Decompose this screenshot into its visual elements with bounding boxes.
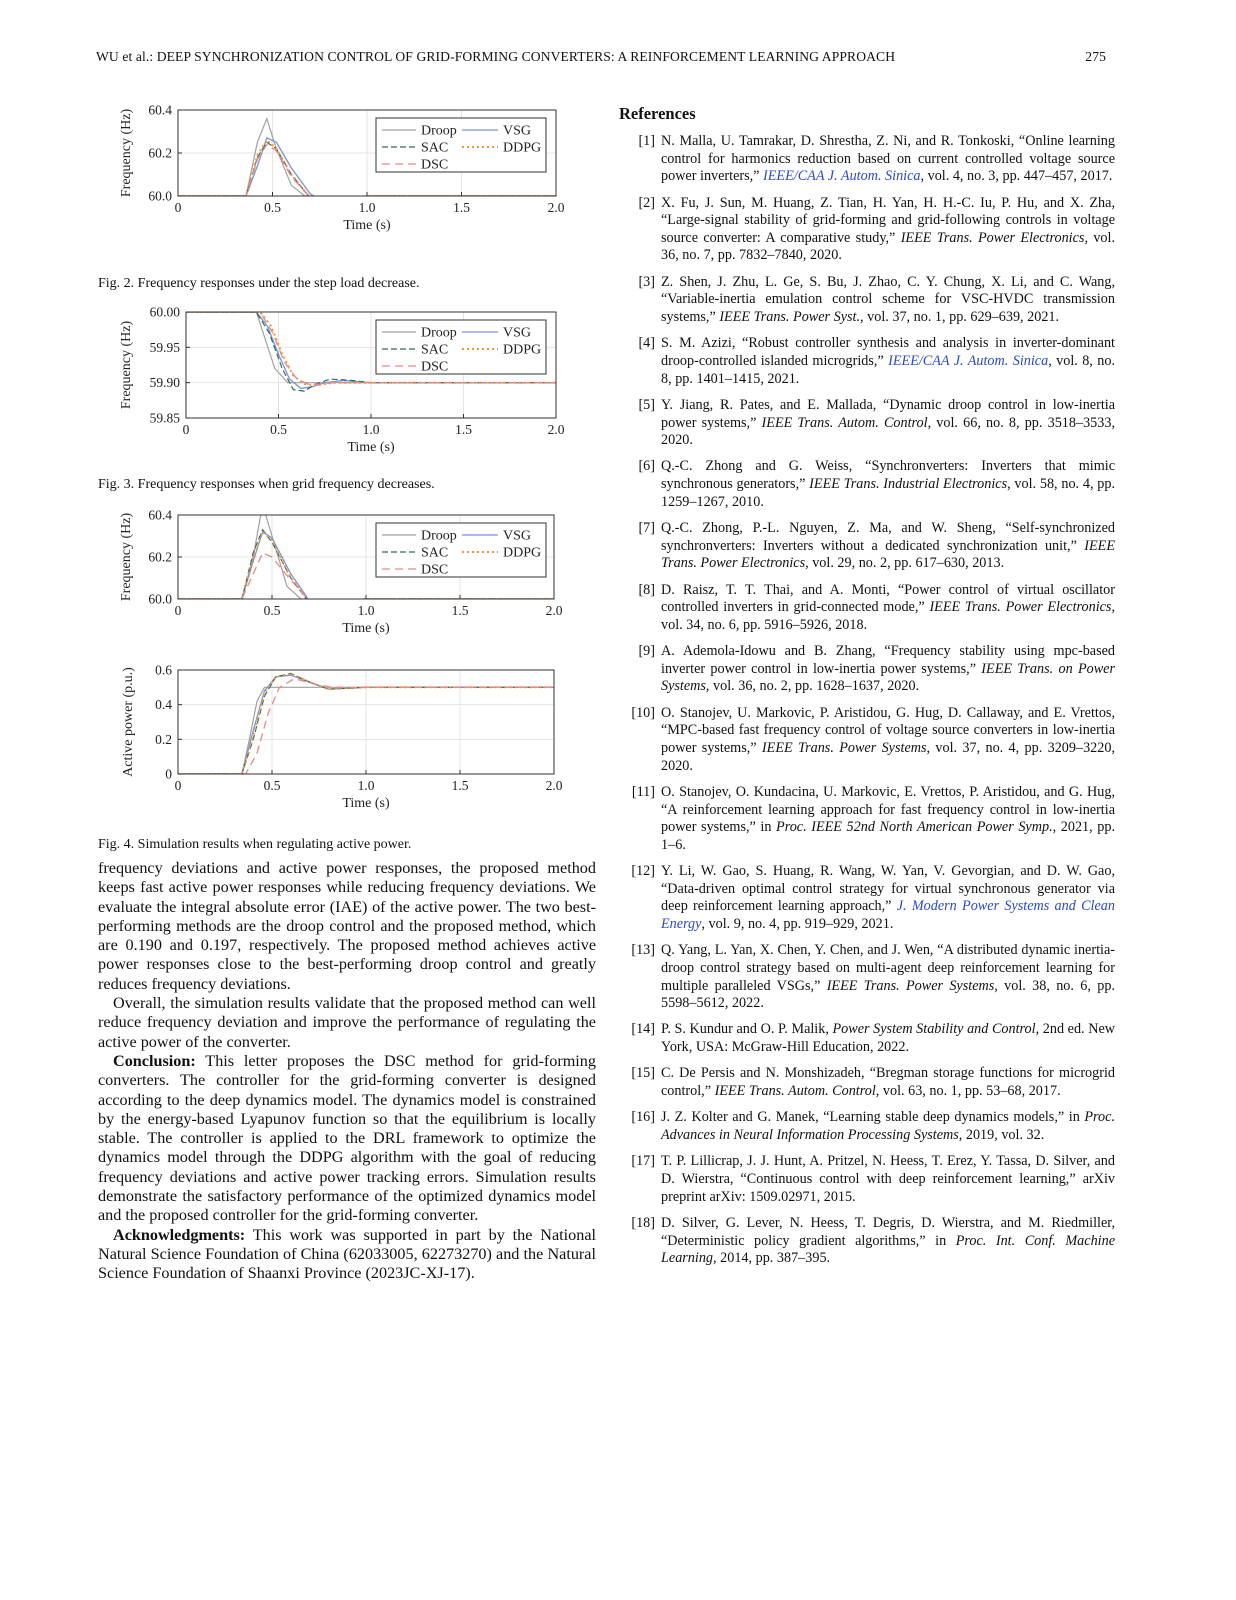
fig4-frequency-chart (96, 505, 576, 665)
x-tick-label: 2.0 (547, 422, 565, 437)
references-heading: References (619, 104, 696, 123)
x-tick-label: 0.5 (263, 603, 281, 618)
reference-item (619, 1109, 1115, 1144)
reference-venue: Proc. IEEE 52nd North American Power Symp. (776, 819, 1053, 836)
reference-item (619, 942, 1115, 1012)
reference-number: [2] (638, 194, 655, 211)
reference-item (619, 1021, 1115, 1056)
reference-text (661, 582, 1115, 635)
reference-number: [8] (638, 581, 655, 598)
reference-item (619, 863, 1115, 933)
legend-label-sac: SAC (421, 342, 449, 358)
reference-authors-title: T. P. Lillicrap, J. J. Hunt, A. Pritzel, N. Heess, T. Erez, Y. Tassa, D. Silver, and D. Wierstra, “Continuous control with deep reinforcement learning,” arXiv preprint arXiv: 1509.02971, 2015. (661, 1153, 1115, 1205)
reference-number: [10] (631, 704, 655, 721)
reference-details: , vol. 29, no. 2, pp. 617–630, 2013. (805, 555, 1005, 572)
reference-details: , vol. 9, no. 4, pp. 919–929, 2021. (701, 915, 894, 932)
fig4-power-chart (96, 660, 576, 820)
reference-item (619, 520, 1115, 573)
reference-authors-title: Y. Jiang, R. Pates, and E. Mallada, “Dynamic droop control in low-inertia power systems,” (661, 396, 1115, 431)
legend-label-ddpg: DDPG (503, 140, 542, 156)
y-tick-label: 0 (165, 766, 172, 782)
reference-item (619, 1215, 1115, 1268)
reference-venue: IEEE Trans. Autom. Control (761, 414, 928, 431)
reference-venue: IEEE Trans. Power Electronics (929, 599, 1112, 616)
reference-authors-title: C. De Persis and N. Monshizadeh, “Bregman storage functions for microgrid control,” (661, 1065, 1115, 1100)
reference-number: [13] (631, 942, 655, 959)
reference-text (661, 520, 1115, 573)
reference-details: , vol. 8, no. 8, pp. 1401–1415, 2021. (661, 352, 1115, 387)
reference-venue: Power System Stability and Control (832, 1021, 1036, 1038)
reference-details: , vol. 37, no. 1, pp. 629–639, 2021. (860, 308, 1060, 325)
reference-number: [6] (638, 458, 655, 475)
fig3-chart (96, 302, 576, 462)
y-tick-label: 0.2 (155, 731, 172, 747)
reference-item (619, 274, 1115, 327)
reference-item (619, 133, 1115, 186)
reference-text (661, 1065, 1115, 1100)
legend-label-vsg: VSG (503, 528, 532, 544)
y-tick-label: 60.4 (148, 102, 172, 118)
legend-label-droop: Droop (421, 325, 457, 341)
reference-details: , vol. 4, no. 3, pp. 447–457, 2017. (920, 168, 1113, 185)
reference-number: [9] (638, 643, 655, 660)
y-tick-label: 60.00 (149, 304, 180, 320)
reference-authors-title: P. S. Kundur and O. P. Malik, (661, 1021, 833, 1038)
reference-number: [18] (631, 1215, 655, 1232)
reference-number: [15] (631, 1065, 655, 1082)
reference-details: , vol. 38, no. 6, pp. 5598–5612, 2022. (661, 977, 1115, 1012)
x-axis-label: Time (s) (342, 796, 390, 811)
references-section (619, 104, 1115, 1277)
y-axis-label: Active power (p.u.) (121, 667, 136, 777)
reference-text (661, 458, 1115, 511)
body-paragraph-2: Overall, the simulation results validate that the proposed method can well reduce frequency deviation and improve the performance of regulating the active power of the converter. (98, 994, 596, 1051)
figure-3 (96, 302, 576, 462)
reference-venue: IEEE Trans. Industrial Electronics (809, 476, 1008, 493)
reference-text (661, 195, 1115, 265)
page-number: 275 (1085, 49, 1106, 64)
reference-authors-title: N. Malla, U. Tamrakar, D. Shrestha, Z. Ni, and R. Tonkoski, “Online learning control for harmonics reduction based on current controlled voltage source power inverters,” (661, 133, 1115, 185)
x-axis-label: Time (s) (342, 621, 390, 636)
reference-details: , vol. 34, no. 6, pp. 5916–5926, 2018. (661, 599, 1115, 633)
reference-venue: IEEE Trans. on Power Systems (661, 660, 1115, 695)
reference-item (619, 458, 1115, 511)
reference-details: , vol. 63, no. 1, pp. 53–68, 2017. (875, 1083, 1061, 1100)
reference-authors-title: Q. Yang, L. Yan, X. Chen, Y. Chen, and J. Wen, “A distributed dynamic inertia-droop control strategy based on multi-agent deep reinforcement learning for multiple paralleled VSGs,” (661, 942, 1115, 994)
reference-authors-title: Z. Shen, J. Zhu, L. Ge, S. Bu, J. Zhao, C. Y. Chung, X. Li, and C. Wang, “Variable-inertia emulation control scheme for VSC-HVDC transmission systems,” (661, 273, 1115, 325)
reference-venue: Proc. Int. Conf. Machine Learning, (661, 1232, 1116, 1267)
reference-text (661, 1153, 1115, 1206)
reference-text (661, 397, 1115, 450)
reference-number: [1] (638, 133, 655, 149)
fig2-chart (96, 100, 576, 260)
legend-label-sac: SAC (421, 545, 449, 561)
reference-text (661, 1109, 1115, 1144)
reference-number: [7] (638, 520, 655, 537)
legend-label-dsc: DSC (421, 562, 449, 578)
x-tick-label: 2.0 (547, 200, 565, 215)
y-tick-label: 59.90 (149, 375, 180, 391)
reference-venue: IEEE Trans. Power Electronics (900, 229, 1085, 246)
x-tick-label: 1.0 (358, 200, 376, 215)
reference-venue: IEEE Trans. Power Electronics (661, 537, 1115, 572)
reference-text (661, 863, 1115, 933)
reference-authors-title: J. Z. Kolter and G. Manek, “Learning stable deep dynamics models,” in (661, 1109, 1085, 1126)
running-title: WU et al.: DEEP SYNCHRONIZATION CONTROL OF GRID-FORMING CONVERTERS: A REINFORCEMENT LEARNING APPROACH (96, 49, 896, 64)
reference-number: [3] (638, 273, 655, 290)
acknowledgments-text: This work was supported in part by the National Natural Science Foundation of China (62033005, 62273270) and the Natural Science Foundation of Shaanxi Province (2023JC-XJ-17). (98, 1225, 596, 1283)
figure-4b (96, 660, 576, 820)
reference-item (619, 705, 1115, 775)
reference-details: 2014, pp. 387–395. (716, 1250, 831, 1267)
reference-authors-title: A. Ademola-Idowu and B. Zhang, “Frequency stability using mpc-based inverter power control in low-inertia power systems,” (661, 643, 1115, 677)
reference-authors-title: X. Fu, J. Sun, M. Huang, Z. Tian, H. Yan, H. H.-C. Iu, P. Hu, and X. Zha, “Large-signal stability of grid-forming and grid-following controls in voltage source converter: A comparative study,” (661, 194, 1115, 246)
reference-item (619, 397, 1115, 450)
y-tick-label: 60.2 (148, 145, 172, 161)
legend-label-vsg: VSG (503, 325, 532, 341)
reference-venue: IEEE Trans. Power Systems (761, 739, 927, 756)
x-tick-label: 0 (174, 603, 182, 618)
reference-details: , 2019, vol. 32. (958, 1127, 1045, 1144)
reference-venue-link[interactable]: IEEE/CAA J. Autom. Sinica (888, 352, 1049, 369)
x-axis-label: Time (s) (347, 440, 395, 455)
legend-label-ddpg: DDPG (503, 545, 542, 561)
left-body-text (98, 859, 596, 1284)
reference-number: [16] (631, 1109, 655, 1126)
x-tick-label: 0 (174, 778, 182, 793)
reference-authors-title: D. Raisz, T. T. Thai, and A. Monti, “Power control of virtual oscillator controlled inverters in grid-connected mode,” (661, 581, 1115, 616)
x-tick-label: 2.0 (545, 778, 563, 793)
y-tick-label: 0.6 (155, 662, 172, 678)
x-tick-label: 2.0 (545, 603, 563, 618)
reference-number: [17] (631, 1153, 655, 1170)
x-tick-label: 0.5 (270, 422, 287, 437)
reference-item (619, 784, 1115, 854)
x-tick-label: 1.5 (451, 603, 469, 618)
legend-label-ddpg: DDPG (503, 342, 542, 358)
reference-text (661, 133, 1115, 186)
y-axis-label: Frequency (Hz) (119, 320, 134, 410)
reference-number: [14] (631, 1021, 655, 1038)
figure-4a (96, 505, 576, 665)
reference-venue-link[interactable]: IEEE/CAA J. Autom. Sinica (763, 168, 921, 185)
reference-item (619, 1153, 1115, 1206)
legend-label-dsc: DSC (421, 359, 449, 375)
x-tick-label: 0.5 (264, 200, 281, 215)
y-tick-label: 59.85 (149, 410, 180, 426)
body-paragraph-1: frequency deviations and active power responses, the proposed method keeps fast active power responses while reducing frequency deviations. We evaluate the integral absolute error (IAE) of the active power. The two best-performing methods are the droop control and the proposed method, which are 0.190 and 0.197, respectively. The proposed method achieves active power responses close to the best-performing droop control and greatly reduces frequency deviations. (98, 859, 596, 993)
legend-label-sac: SAC (421, 140, 449, 156)
reference-venue: IEEE Trans. Power Syst. (719, 308, 861, 325)
running-head (96, 49, 1116, 65)
y-axis-label: Frequency (Hz) (119, 512, 134, 602)
reference-details: , 2021, pp. 1–6. (661, 819, 1116, 853)
reference-text (661, 1021, 1115, 1056)
reference-venue: Proc. Advances in Neural Information Processing Systems (661, 1109, 1115, 1144)
x-tick-label: 0 (174, 200, 182, 215)
reference-authors-title: D. Silver, G. Lever, N. Heess, T. Degris, D. Wierstra, and M. Riedmiller, “Deterministic policy gradient algorithms,” in (661, 1215, 1115, 1249)
reference-number: [11] (631, 783, 655, 800)
reference-text (661, 335, 1115, 388)
y-tick-label: 0.4 (155, 697, 172, 713)
reference-text (661, 784, 1115, 854)
y-tick-label: 59.95 (149, 339, 180, 355)
reference-number: [12] (631, 863, 655, 880)
reference-venue-link[interactable]: J. Modern Power Systems and Clean Energy (661, 898, 1115, 932)
fig3-caption: Fig. 3. Frequency responses when grid frequency decreases. (98, 477, 435, 492)
fig4-caption: Fig. 4. Simulation results when regulating active power. (98, 837, 412, 852)
y-axis-label: Frequency (Hz) (119, 108, 134, 198)
reference-details: , vol. 58, no. 4, pp. 1259–1267, 2010. (661, 476, 1115, 510)
x-tick-label: 1.5 (455, 422, 472, 437)
conclusion-text: This letter proposes the DSC method for grid-forming converters. The controller for the grid-forming converter is designed according to the deep dynamics model. The dynamics model is constrained by the energy-based Lyapunov function so that the equilibrium is locally stable. The controller is applied to the DRL framework to optimize the dynamics model through the DDPG algorithm with the goal of reducing frequency deviations and active power tracking errors. Simulation results demonstrate the satisfactory performance of the optimized dynamics model and the proposed controller for the grid-forming converter. (98, 1051, 596, 1225)
legend-label-dsc: DSC (421, 157, 449, 173)
reference-details: , 2nd ed. New York, USA: McGraw-Hill Education, 2022. (661, 1021, 1115, 1056)
x-tick-label: 1.0 (362, 422, 380, 437)
x-tick-label: 0 (182, 422, 190, 437)
x-tick-label: 1.5 (453, 200, 470, 215)
x-tick-label: 1.0 (357, 603, 375, 618)
x-tick-label: 0.5 (263, 778, 281, 793)
reference-text (661, 1215, 1115, 1268)
reference-text (661, 705, 1115, 775)
reference-item (619, 335, 1115, 388)
reference-authors-title: O. Stanojev, O. Kundacina, U. Markovic, E. Vrettos, P. Aristidou, and G. Hug, “A reinforcement learning approach for fast frequency control in low-inertia power systems,” in (661, 783, 1115, 836)
reference-authors-title: Q.-C. Zhong, P.-L. Nguyen, Z. Ma, and W. Sheng, “Self-synchronized synchronverters: Inverters without a dedicated synchronization unit,” (661, 520, 1115, 554)
reference-authors-title: S. M. Azizi, “Robust controller synthesis and analysis in inverter-dominant droop-controlled islanded microgrids,” (661, 335, 1115, 369)
legend-label-droop: Droop (421, 528, 457, 544)
reference-details: , vol. 66, no. 8, pp. 3518–3533, 2020. (661, 414, 1115, 449)
reference-venue: IEEE Trans. Power Systems (826, 977, 995, 994)
y-tick-label: 60.0 (148, 591, 172, 607)
reference-text (661, 643, 1115, 696)
reference-authors-title: Q.-C. Zhong and G. Weiss, “Synchronverters: Inverters that mimic synchronous generators,” (661, 458, 1115, 493)
reference-venue: IEEE Trans. Autom. Control (714, 1083, 876, 1100)
reference-text (661, 942, 1115, 1012)
y-tick-label: 60.2 (148, 549, 172, 565)
references-list (619, 133, 1115, 1268)
reference-details: , vol. 36, no. 2, pp. 1628–1637, 2020. (705, 678, 920, 695)
x-axis-label: Time (s) (343, 218, 391, 233)
y-tick-label: 60.4 (148, 507, 172, 523)
acknowledgments-heading: Acknowledgments: (113, 1225, 246, 1244)
reference-details: , vol. 36, no. 7, pp. 7832–7840, 2020. (661, 229, 1115, 264)
reference-item (619, 643, 1115, 696)
fig2-caption: Fig. 2. Frequency responses under the step load decrease. (98, 276, 420, 291)
x-tick-label: 1.0 (357, 778, 375, 793)
figure-2 (96, 100, 576, 260)
reference-item (619, 195, 1115, 265)
legend-label-droop: Droop (421, 123, 457, 139)
x-tick-label: 1.5 (451, 778, 469, 793)
acknowledgments-paragraph (98, 1226, 596, 1284)
legend-label-vsg: VSG (503, 123, 532, 139)
reference-authors-title: Y. Li, W. Gao, S. Huang, R. Wang, W. Yan, V. Gevorgian, and D. W. Gao, “Data-driven optimal control strategy for virtual synchronous generator via deep reinforcement learning approach,” (661, 863, 1115, 915)
reference-number: [4] (638, 335, 655, 352)
reference-authors-title: O. Stanojev, U. Markovic, P. Aristidou, G. Hug, D. Callaway, and E. Vrettos, “MPC-based fast frequency control of voltage source converters in low-inertia power systems,” (661, 704, 1115, 756)
reference-item (619, 582, 1115, 635)
reference-details: , vol. 37, no. 4, pp. 3209–3220, 2020. (661, 739, 1116, 774)
conclusion-paragraph (98, 1052, 596, 1226)
conclusion-heading: Conclusion: (113, 1051, 196, 1070)
reference-item (619, 1065, 1115, 1100)
reference-text (661, 274, 1115, 327)
y-tick-label: 60.0 (148, 188, 172, 204)
reference-number: [5] (638, 396, 655, 413)
